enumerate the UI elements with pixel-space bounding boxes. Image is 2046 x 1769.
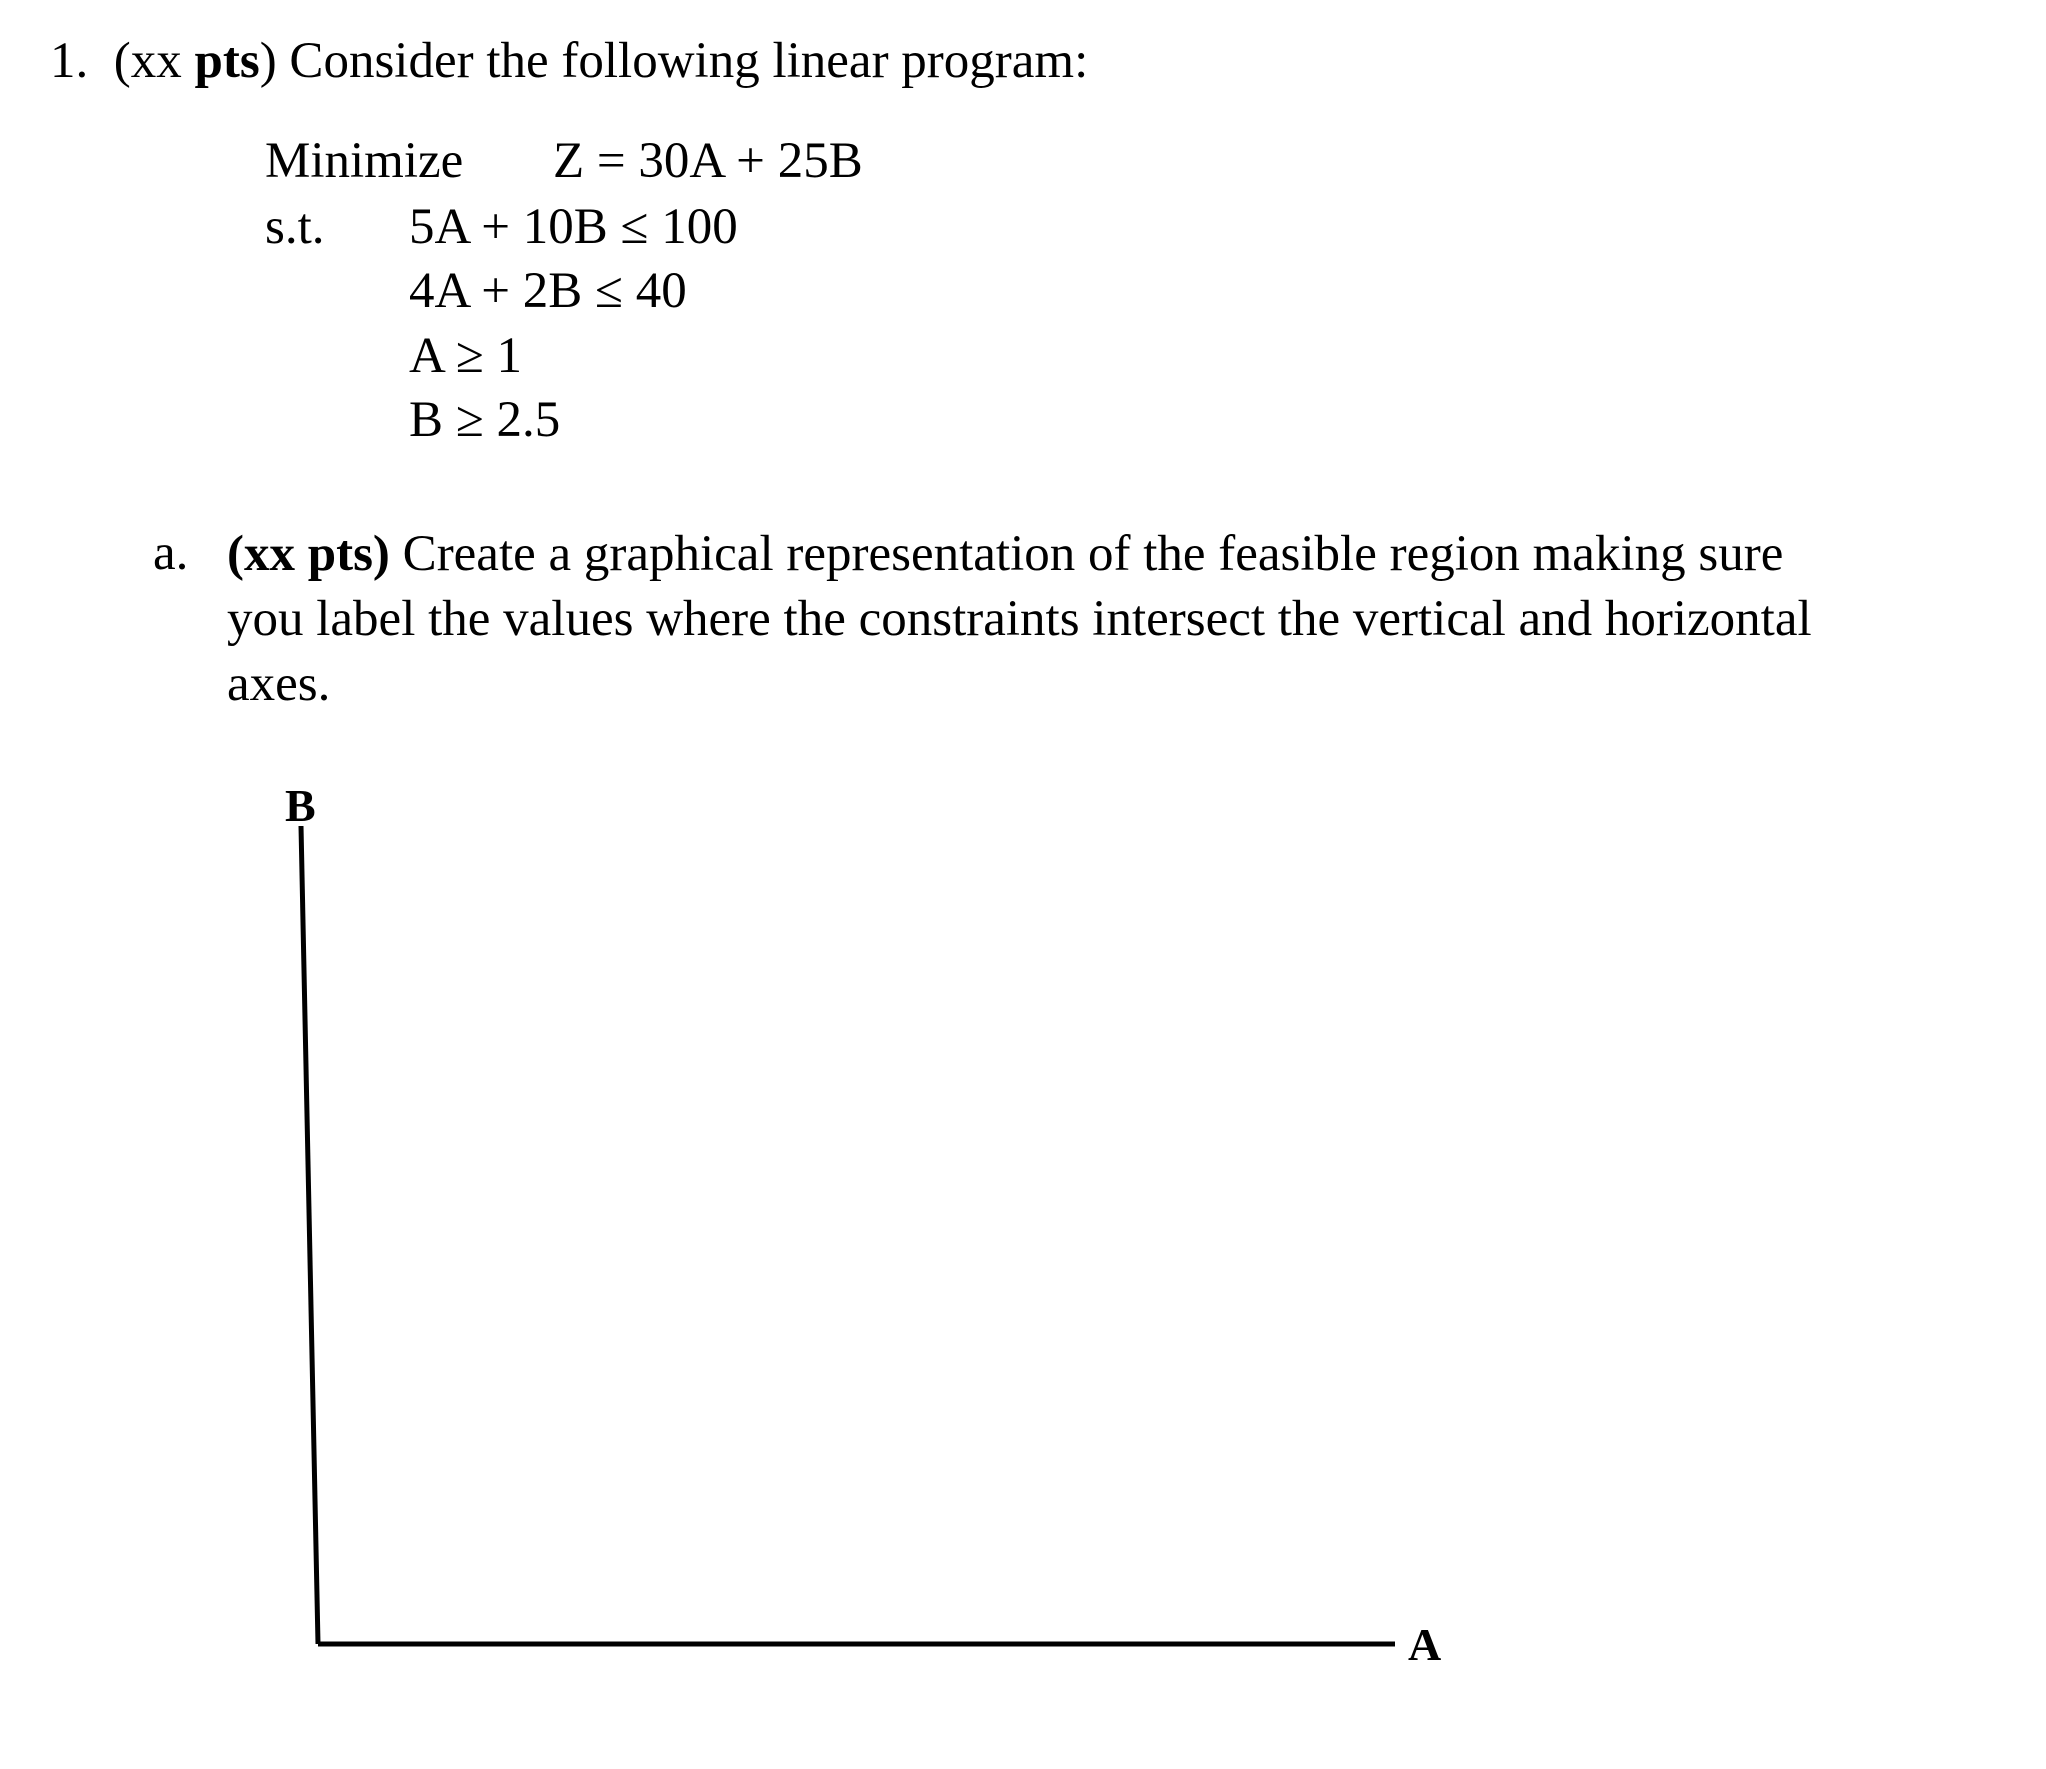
y-axis-label: B xyxy=(285,780,316,831)
st-label: s.t. xyxy=(265,199,325,255)
part-a-points: (xx pts) xyxy=(227,526,390,582)
constraint-1: 5A + 10B ≤ 100 xyxy=(409,199,738,255)
question-number: 1. xyxy=(50,33,89,89)
question-prompt: Consider the following linear program: xyxy=(276,33,1089,89)
part-a-label: a. xyxy=(153,525,189,581)
points-bold: pts xyxy=(194,33,260,89)
constraint-3: A ≥ 1 xyxy=(409,328,523,384)
constraint-2: 4A + 2B ≤ 40 xyxy=(409,263,687,319)
constraint-4: B ≥ 2.5 xyxy=(409,392,561,448)
part-a-instructions: Create a graphical representation of the feasible region making sure you label the values where the constraints intersect the vertical and horizontal axes. xyxy=(227,526,1812,712)
points-open: (xx xyxy=(113,33,195,89)
y-axis xyxy=(301,826,318,1644)
points-close: ) xyxy=(259,33,277,89)
x-axis-label: A xyxy=(1408,1619,1442,1670)
objective-function: Z = 30A + 25B xyxy=(553,133,863,189)
objective-label: Minimize xyxy=(265,133,464,189)
